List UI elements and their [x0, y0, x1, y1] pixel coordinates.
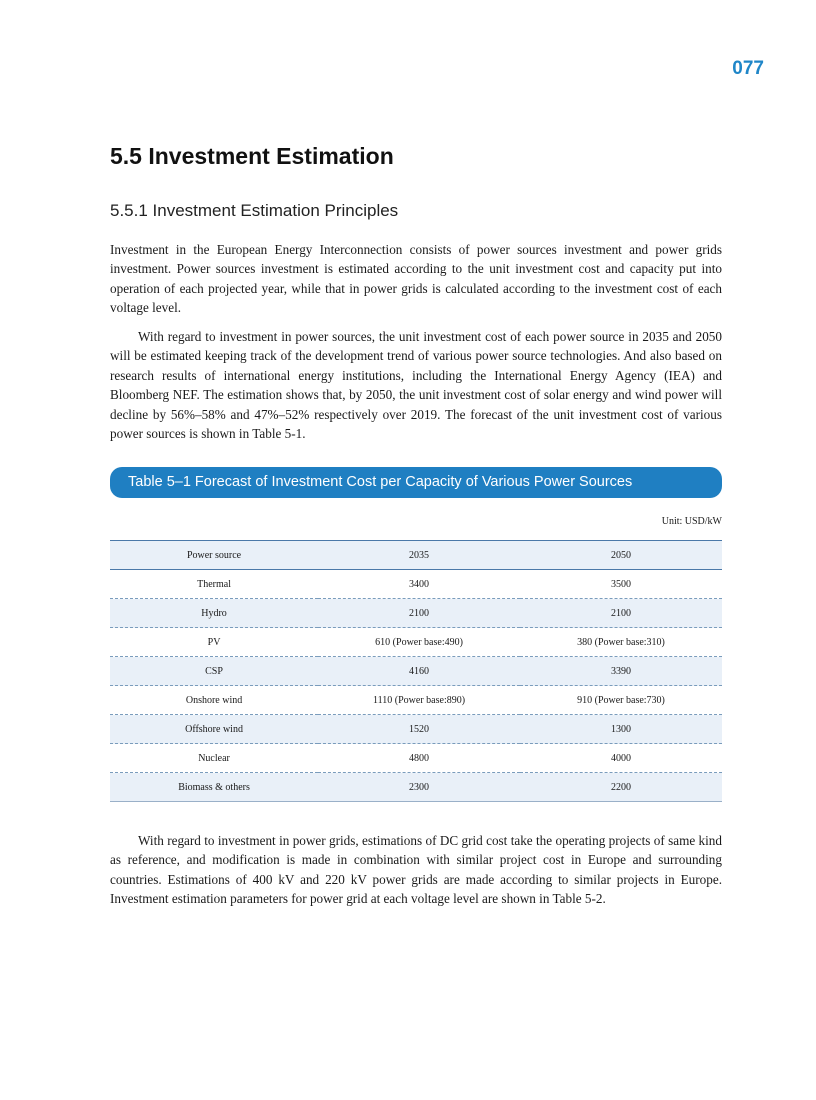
table-row	[110, 686, 722, 715]
table-cell: 3390	[520, 657, 722, 686]
table-cell: 380 (Power base:310)	[520, 628, 722, 657]
paragraph-3: With regard to investment in power grids, estimations of DC grid cost take the operating projects of same kind as reference, and modification is made in combination with similar project cost in Europe and surrounding countries. Estimations of 400 kV and 220 kV power grids are made according to similar projects in Europe. Investment estimation parameters for power grid at each voltage level are shown in Table 5-2.	[110, 833, 722, 907]
table-cell: 3500	[520, 570, 722, 599]
table-row	[110, 773, 722, 802]
table-cell: PV	[110, 628, 318, 657]
paragraph-1: Investment in the European Energy Interconnection consists of power sources investment and power grids investment. Power sources investment is estimated according to the unit investment cost and capacity put into operation of each projected year, while that in power grids is calculated according to the investment cost of each voltage level.	[110, 242, 722, 316]
subsection-title: 5.5.1 Investment Estimation Principles	[110, 201, 399, 220]
paragraph-2: With regard to investment in power sources, the unit investment cost of each power source in 2035 and 2050 will be estimated keeping track of the development trend of various power source technologies. And also based on research results of international energy institutions, including the International Energy Agency (IEA) and Bloomberg NEF. The estimation shows that, by 2050, the unit investment cost of solar energy and wind power will decline by 56%–58% and 47%–52% respectively over 2019. The forecast of the unit investment cost of various power sources is shown in Table 5-1.	[110, 329, 722, 442]
table-cell: 610 (Power base:490)	[318, 628, 520, 657]
table-unit: Unit: USD/kW	[661, 516, 722, 527]
table-header-row	[110, 541, 722, 570]
table-row	[110, 570, 722, 599]
table-cell: Biomass & others	[110, 773, 318, 802]
investment-cost-table	[110, 540, 722, 802]
table-row	[110, 715, 722, 744]
table-cell: Onshore wind	[110, 686, 318, 715]
page-number: 077	[732, 58, 764, 79]
table-cell: 2100	[520, 599, 722, 628]
table-cell: 4160	[318, 657, 520, 686]
table-cell: 2200	[520, 773, 722, 802]
table-cell: 1520	[318, 715, 520, 744]
header-cell: Power source	[110, 541, 318, 570]
table-row	[110, 628, 722, 657]
table-cell: 4800	[318, 744, 520, 773]
table-cell: 2300	[318, 773, 520, 802]
table-cell: 3400	[318, 570, 520, 599]
table-caption: Table 5–1 Forecast of Investment Cost per Capacity of Various Power Sources	[110, 467, 722, 498]
table-cell: 910 (Power base:730)	[520, 686, 722, 715]
table-cell: Nuclear	[110, 744, 318, 773]
table-cell: 1300	[520, 715, 722, 744]
table-row	[110, 744, 722, 773]
table-cell: 1110 (Power base:890)	[318, 686, 520, 715]
table-row	[110, 657, 722, 686]
table-cell: 4000	[520, 744, 722, 773]
table-row	[110, 599, 722, 628]
table-cell: Hydro	[110, 599, 318, 628]
table-cell: Offshore wind	[110, 715, 318, 744]
section-title: 5.5 Investment Estimation	[110, 143, 394, 169]
table-cell: CSP	[110, 657, 318, 686]
header-cell: 2050	[520, 541, 722, 570]
table-cell: 2100	[318, 599, 520, 628]
header-cell: 2035	[318, 541, 520, 570]
table-cell: Thermal	[110, 570, 318, 599]
